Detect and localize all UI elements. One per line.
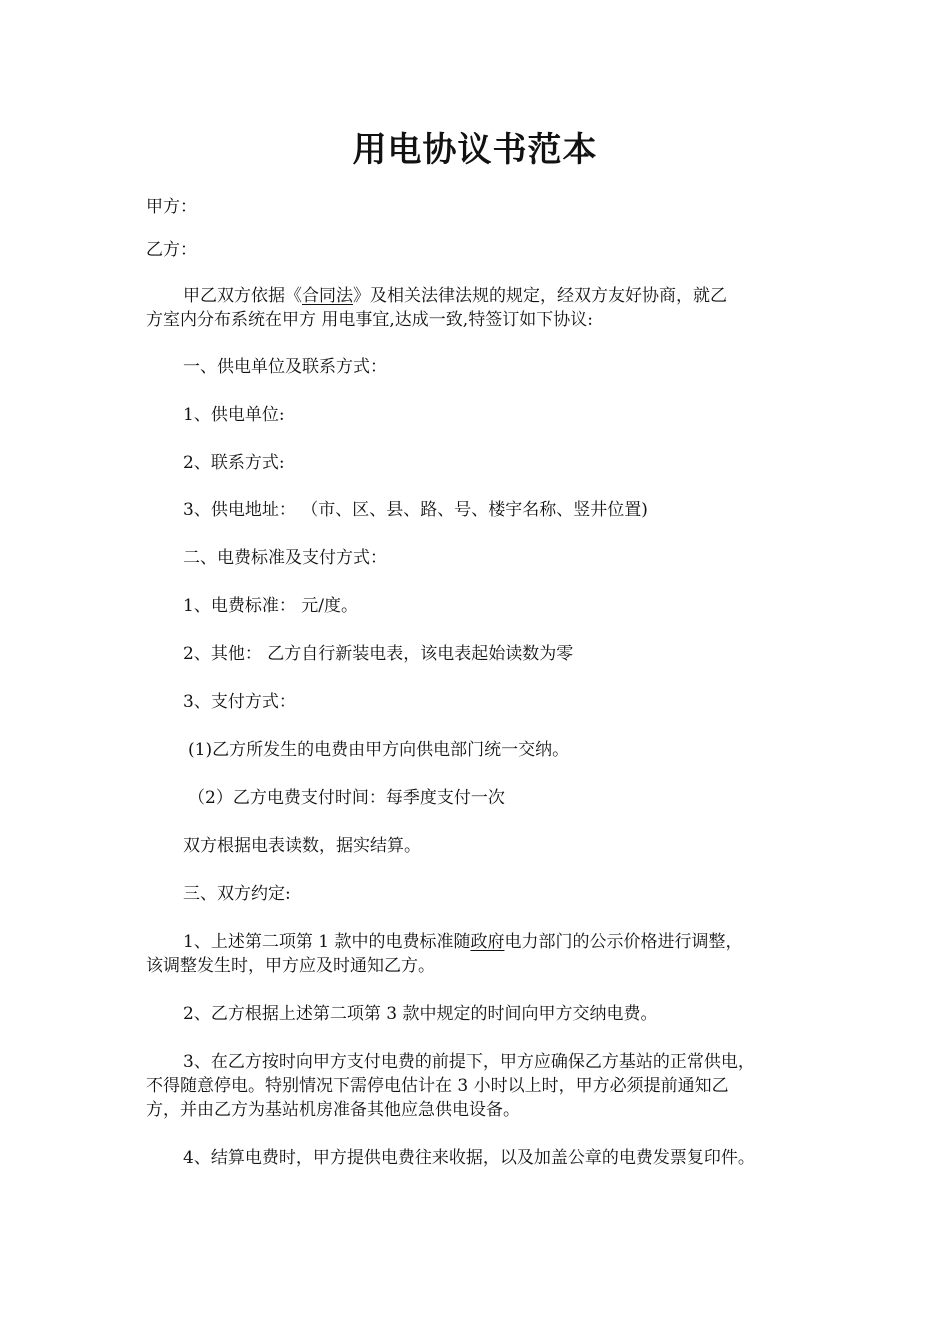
clause-1-line-2: 该调整发生时，甲方应及时通知乙方。 [146, 956, 435, 976]
party-a-label: 甲方： [146, 197, 197, 217]
section-3-heading: 三、双方约定: [183, 884, 291, 904]
section-1-item-1: 1、供电单位: [183, 405, 285, 425]
intro-line-1 [183, 284, 727, 308]
section-1-item-3: 3、供电地址： （市、区、县、路、号、楼宇名称、竖井位置) [183, 500, 648, 520]
clause-3-line-2: 不得随意停电。特别情况下需停电估计在 3 小时以上时，甲方必须提前通知乙 [146, 1076, 729, 1096]
section-2-item-3: 3、支付方式： [183, 692, 296, 712]
clause-3-line-3: 方，并由乙方为基站机房准备其他应急供电设备。 [146, 1100, 520, 1120]
intro-text: 》及相关法律法规的规定，经双方友好协商，就乙 [353, 286, 727, 306]
clause-4: 4、结算电费时，甲方提供电费往来收据，以及加盖公章的电费发票复印件。 [183, 1148, 755, 1168]
intro-text: 甲乙双方依据《 [183, 286, 302, 306]
section-2-heading: 二、电费标准及支付方式： [183, 548, 387, 568]
clause-1-line-1 [183, 930, 742, 954]
section-2-item-1: 1、电费标准： 元/度。 [183, 596, 358, 616]
section-2-sub-2: （2）乙方电费支付时间：每季度支付一次 [188, 788, 505, 808]
section-2-item-2: 2、其他： 乙方自行新装电表，该电表起始读数为零 [183, 644, 574, 664]
section-1-heading: 一、供电单位及联系方式： [183, 357, 387, 377]
government-link[interactable]: 政府 [470, 932, 505, 952]
section-2-sub-1: (1)乙方所发生的电费由甲方向供电部门统一交纳。 [188, 740, 570, 760]
clause-text: 1、上述第二项第 1 款中的电费标准随 [183, 932, 471, 952]
party-b-label: 乙方： [146, 240, 197, 260]
section-1-item-2: 2、联系方式: [183, 453, 285, 473]
document-title: 用电协议书范本 [352, 130, 598, 170]
contract-law-link[interactable]: 合同法 [302, 286, 353, 306]
clause-2: 2、乙方根据上述第二项第 3 款中规定的时间向甲方交纳电费。 [183, 1004, 658, 1024]
clause-text: 电力部门的公示价格进行调整， [504, 932, 743, 952]
clause-3-line-1: 3、在乙方按时向甲方支付电费的前提下，甲方应确保乙方基站的正常供电， [183, 1052, 755, 1072]
section-2-note: 双方根据电表读数，据实结算。 [183, 836, 421, 856]
intro-line-2: 方室内分布系统在甲方 用电事宜,达成一致,特签订如下协议: [146, 310, 593, 330]
